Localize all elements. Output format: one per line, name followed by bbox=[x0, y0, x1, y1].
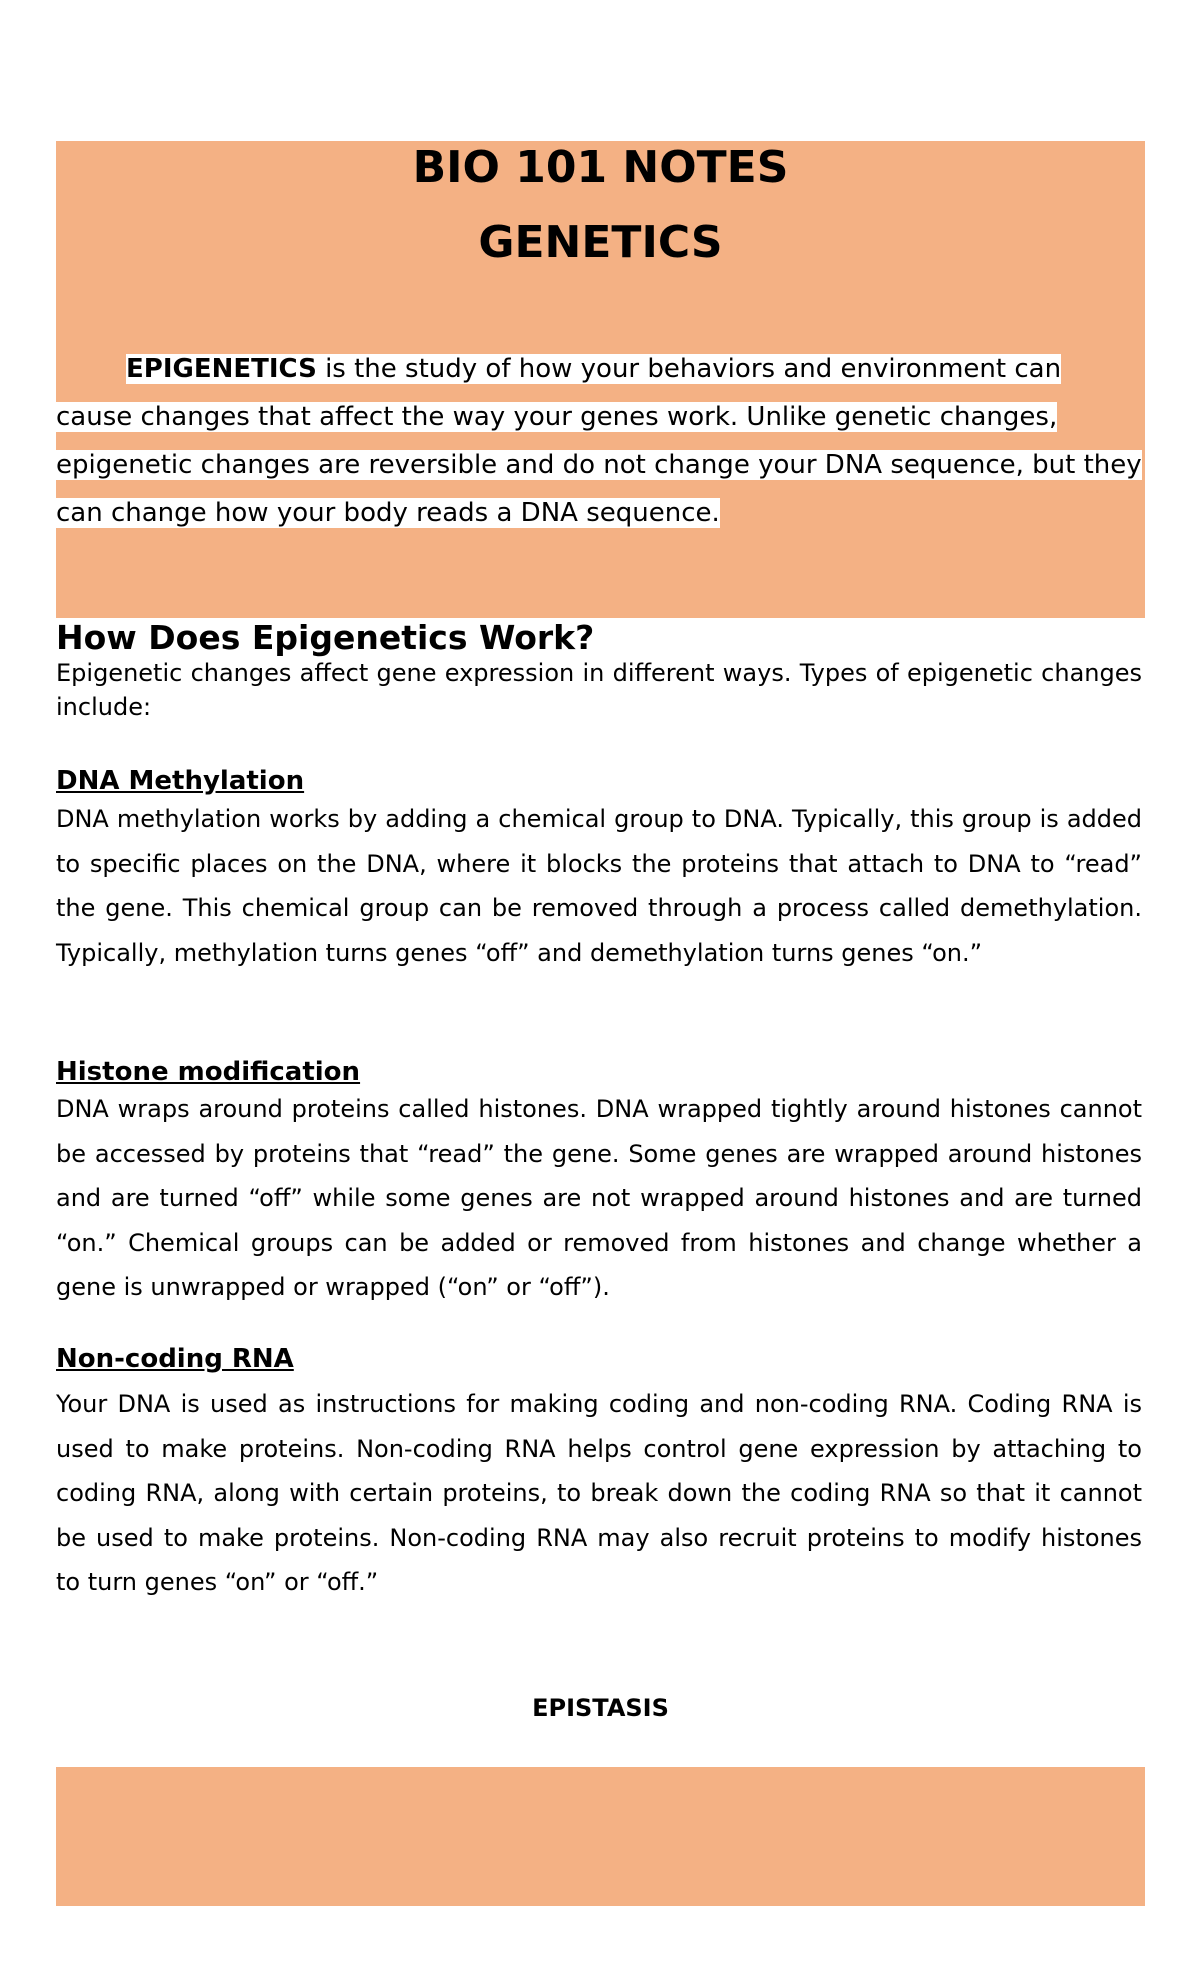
dna-methylation-body: DNA methylation works by adding a chemical group to DNA. Typically, this group is added to specific places on the DNA, where it blocks the proteins that attach to DNA to “read” the gene. This chemical group can be removed through a process called demethylation. Typically, methylation turns genes “off” and demethylation turns genes “on.” bbox=[56, 805, 1142, 967]
intro-paragraph bbox=[56, 345, 1145, 537]
intro-term: EPIGENETICS bbox=[126, 354, 317, 384]
page-title: BIO 101 NOTES bbox=[412, 142, 789, 193]
epistasis-heading: EPISTASIS bbox=[532, 1694, 669, 1722]
histone-modification-heading: Histone modification bbox=[56, 1057, 361, 1087]
intro-text: is the study of how your behaviors and environment can cause changes that affect the way your genes work. Unlike genetic changes, epigenetic changes are reversible and do not change your DNA sequence, but they can change how your body reads a DNA sequence. bbox=[56, 354, 1142, 528]
dna-methylation-heading: DNA Methylation bbox=[56, 766, 305, 796]
non-coding-rna-body: Your DNA is used as instructions for making coding and non-coding RNA. Coding RNA is used to make proteins. Non-coding RNA helps control gene expression by attaching to coding RNA, along with certain proteins, to break down the coding RNA so that it cannot be used to make proteins. Non-coding RNA may also recruit proteins to modify histones to turn genes “on” or “off.” bbox=[56, 1390, 1142, 1596]
page-subtitle: GENETICS bbox=[478, 217, 723, 268]
footer-banner bbox=[56, 1767, 1145, 1906]
non-coding-rna-heading: Non-coding RNA bbox=[56, 1344, 294, 1374]
section-lead: Epigenetic changes affect gene expression in different ways. Types of epigenetic changes include: bbox=[56, 659, 1142, 721]
histone-modification-body: DNA wraps around proteins called histones. DNA wrapped tightly around histones cannot be accessed by proteins that “read” the gene. Some genes are wrapped around histones and are turned “off” while some genes are not wrapped around histones and are turned “on.” Chemical groups can be added or removed from histones and change whether a gene is unwrapped or wrapped (“on” or “off”). bbox=[56, 1095, 1142, 1301]
section-heading: How Does Epigenetics Work? bbox=[56, 618, 595, 657]
